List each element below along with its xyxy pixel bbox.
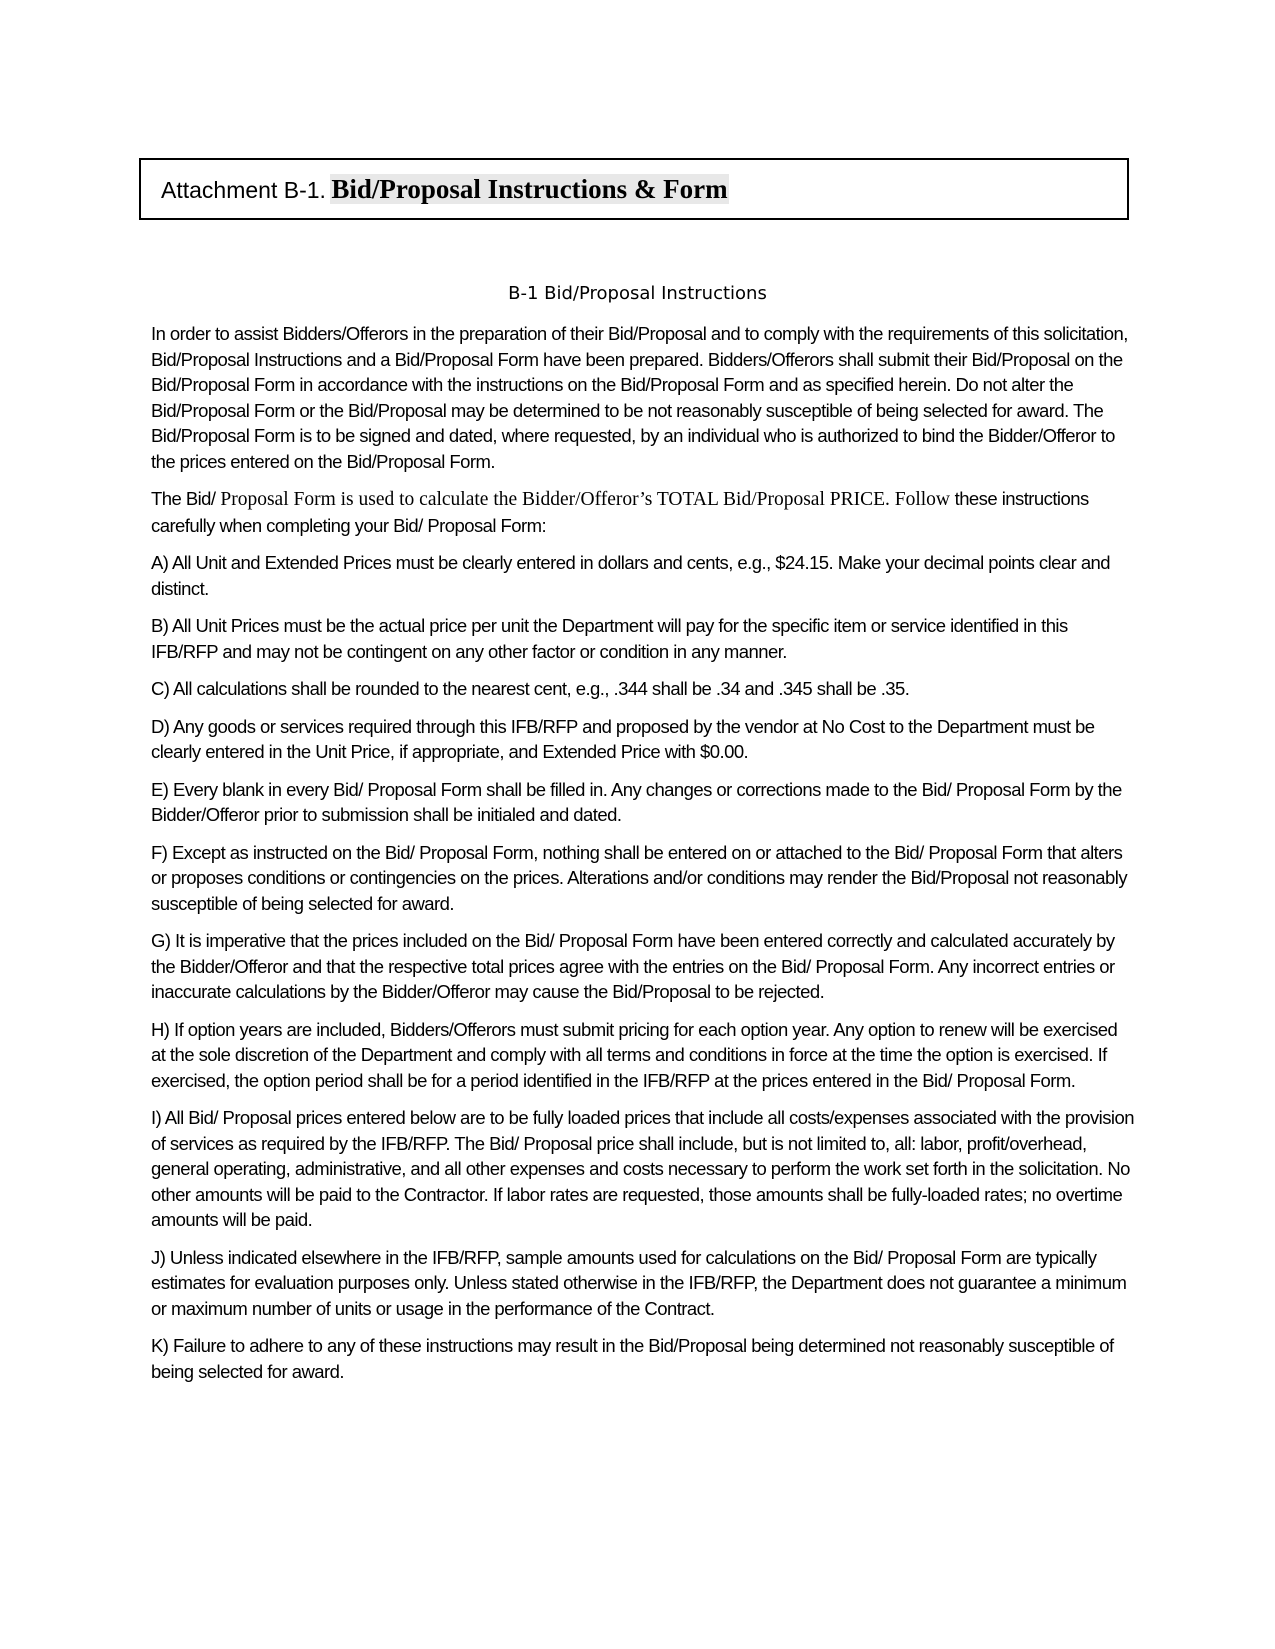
instruction-item-i: I) All Bid/ Proposal prices entered below are to be fully loaded prices that include all costs/expenses associated with the provision of services as required by the IFB/RFP. The Bid/ Proposal price shall include, but is not limited to, all: labor, profit/overhead, general operating, administrative, and all other expenses and costs necessary to perform the work set forth in the solicitation. No other amounts will be paid to the Contractor. If labor rates are requested, those amounts shall be fully-loaded rates; no overtime amounts will be paid.: [151, 1107, 1134, 1230]
attachment-header-box: [139, 158, 1129, 220]
instructions-body: [151, 321, 1136, 1396]
instruction-item-b: B) All Unit Prices must be the actual price per unit the Department will pay for the specific item or service identified in this IFB/RFP and may not be contingent on any other factor or condition in any manner.: [151, 615, 1068, 662]
instruction-item-e: E) Every blank in every Bid/ Proposal Form shall be filled in. Any changes or corrections made to the Bid/ Proposal Form by the Bidder/Offeror prior to submission shall be initialed and dated.: [151, 778, 1122, 825]
attachment-label: Attachment B-1.: [161, 177, 326, 203]
instruction-item-f: F) Except as instructed on the Bid/ Proposal Form, nothing shall be entered on or attached to the Bid/ Proposal Form that alters or proposes conditions or contingencies on the prices. Alterations and/or conditions may render the Bid/Proposal not reasonably susceptible of being selected for award.: [151, 841, 1128, 914]
attachment-header: [161, 174, 729, 205]
attachment-title: Bid/Proposal Instructions & Form: [331, 174, 728, 204]
form-usage-part1: The Bid/: [151, 488, 216, 509]
instruction-item-j: J) Unless indicated elsewhere in the IFB/RFP, sample amounts used for calculations on the Bid/ Proposal Form are typically estimates for evaluation purposes only. Unless stated otherwise in the IFB/RFP, the Department does not guarantee a minimum or maximum number of units or usage in the performance of the Contract.: [151, 1246, 1127, 1319]
section-title: B-1 Bid/Proposal Instructions: [508, 283, 767, 304]
instruction-item-h: H) If option years are included, Bidders/Offerors must submit pricing for each option year. Any option to renew will be exercised at the sole discretion of the Department and comply with all terms and conditions in force at the time the option is exercised. If exercised, the option period shall be for a period identified in the IFB/RFP at the prices entered in the Bid/ Proposal Form.: [151, 1018, 1118, 1091]
instruction-item-g: G) It is imperative that the prices included on the Bid/ Proposal Form have been entered correctly and calculated accurately by the Bidder/Offeror and that the respective total prices agree with the entries on the Bid/ Proposal Form. Any incorrect entries or inaccurate calculations by the Bidder/Offeror may cause the Bid/Proposal to be rejected.: [151, 930, 1115, 1002]
form-usage-paragraph: [151, 486, 1136, 538]
instruction-item-k: K) Failure to adhere to any of these instructions may result in the Bid/Proposal being determined not reasonably susceptible of being selected for award.: [151, 1335, 1114, 1382]
form-usage-part2: Proposal Form is used to calculate the Bidder/Offeror’s TOTAL Bid/Proposal PRICE. Follow: [215, 489, 951, 510]
instruction-item-a: A) All Unit and Extended Prices must be clearly entered in dollars and cents, e.g., $24.15. Make your decimal points clear and distinct.: [151, 552, 1111, 599]
intro-paragraph: In order to assist Bidders/Offerors in the preparation of their Bid/Proposal and to comply with the requirements of this solicitation, Bid/Proposal Instructions and a Bid/Proposal Form have been prepared. Bidders/Offerors shall submit their Bid/Proposal on the Bid/Proposal Form in accordance with the instructions on the Bid/Proposal Form and as specified herein. Do not alter the Bid/Proposal Form or the Bid/Proposal may be determined to be not reasonably susceptible of being selected for award. The Bid/Proposal Form is to be signed and dated, where requested, by an individual who is authorized to bind the Bidder/Offeror to the prices entered on the Bid/Proposal Form.: [151, 323, 1128, 472]
instruction-item-d: D) Any goods or services required through this IFB/RFP and proposed by the vendor at No Cost to the Department must be clearly entered in the Unit Price, if appropriate, and Extended Price with $0.00.: [151, 715, 1095, 762]
instruction-item-c: C) All calculations shall be rounded to the nearest cent, e.g., .344 shall be .34 and .345 shall be .35.: [151, 678, 910, 699]
form-usage-part3: these instructions carefully when completing your Bid/ Proposal Form:: [151, 488, 1089, 536]
